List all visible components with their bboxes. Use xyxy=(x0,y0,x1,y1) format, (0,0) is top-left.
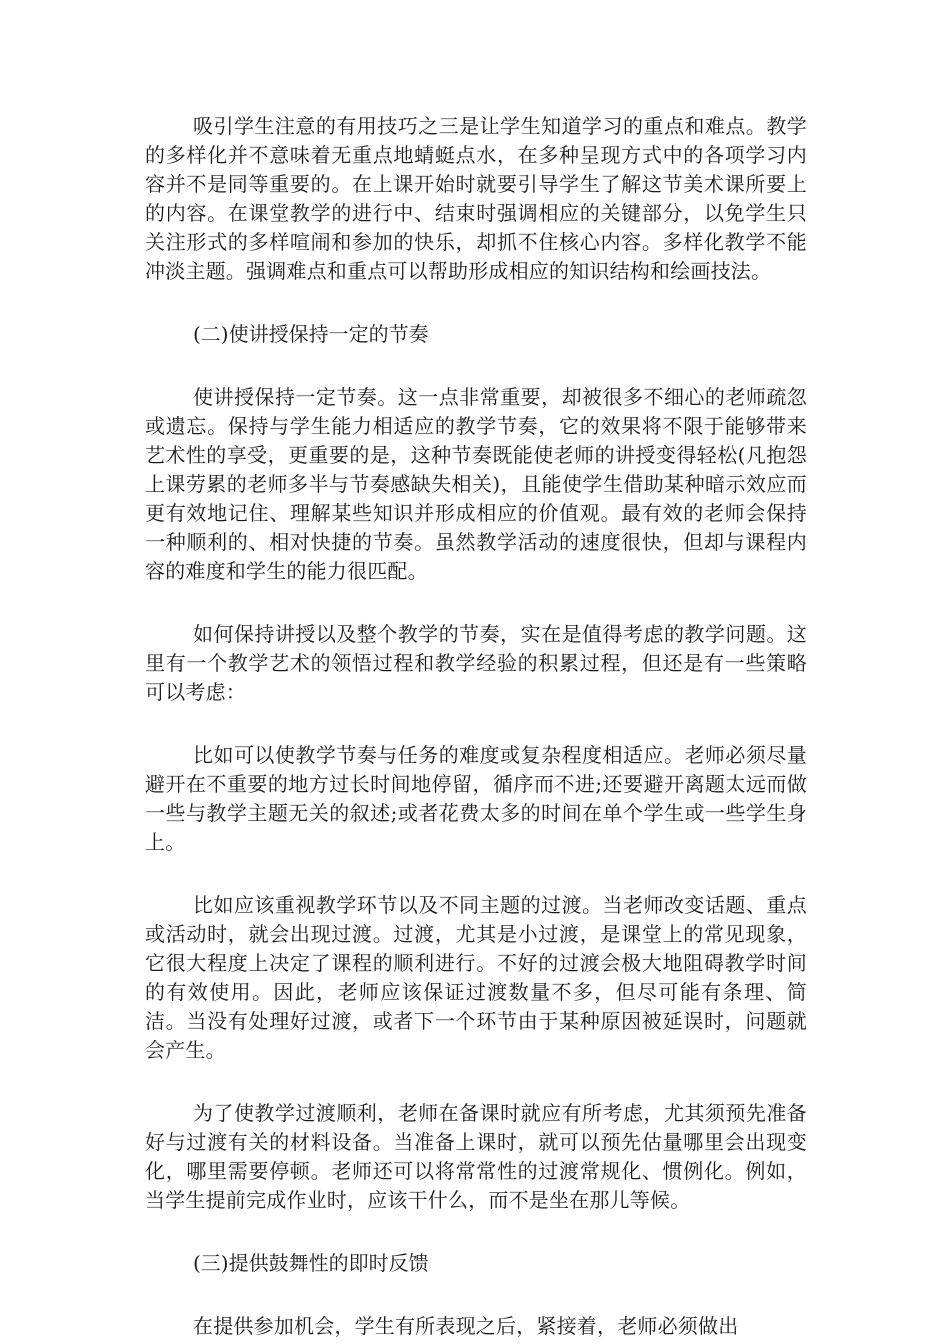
document-page xyxy=(145,112,807,1341)
paragraph-rhythm-importance: 使讲授保持一定节奏。这一点非常重要，却被很多不细心的老师疏忽或遗忘。保持与学生能力相适应的教学节奏，它的效果将不限于能够带来艺术性的享受，更重要的是，这种节奏既能使老师的讲授变得轻松(凡抱怨上课劳累的老师多半与节奏感缺失相关)，且能使学生借助某种暗示效应而更有效地记住、理解某些知识并形成相应的价值观。最有效的老师会保持一种顺利的、相对快捷的节奏。虽然教学活动的速度很快，但却与课程内容的难度和学生的能力很匹配。 xyxy=(145,385,807,583)
paragraph-transitions: 比如应该重视教学环节以及不同主题的过渡。当老师改变话题、重点或活动时，就会出现过渡。过渡，尤其是小过渡，是课堂上的常见现象，它很大程度上决定了课程的顺利进行。不好的过渡会极大地阻碍教学时间的有效使用。因此，老师应该保证过渡数量不多，但尽可能有条理、简洁。当没有处理好过渡，或者下一个环节由于某种原因被延误时，问题就会产生。 xyxy=(145,893,807,1062)
paragraph-task-difficulty: 比如可以使教学节奏与任务的难度或复杂程度相适应。老师必须尽量避开在不重要的地方过长时间地停留，循序而不进;还要避开离题太远而做一些与教学主题无关的叙述;或者花费太多的时间在单个学生或一些学生身上。 xyxy=(145,743,807,854)
section-heading-feedback: (三)提供鼓舞性的即时反馈 xyxy=(193,1251,429,1275)
paragraph-feedback-start: 在提供参加机会，学生有所表现之后，紧接着，老师必须做出 xyxy=(193,1314,739,1338)
paragraph-attention-techniques: 吸引学生注意的有用技巧之三是让学生知道学习的重点和难点。教学的多样化并不意味着无重点地蜻蜓点水，在多种呈现方式中的各项学习内容并不是同等重要的。在上课开始时就要引导学生了解这节美术课所要上的内容。在课堂教学的进行中、结束时强调相应的关键部分，以免学生只关注形式的多样喧闹和参加的快乐，却抓不住核心内容。多样化教学不能冲淡主题。强调难点和重点可以帮助形成相应的知识结构和绘画技法。 xyxy=(145,114,807,283)
paragraph-smooth-transitions: 为了使教学过渡顺利，老师在备课时就应有所考虑，尤其须预先准备好与过渡有关的材料设备。当准备上课时，就可以预先估量哪里会出现变化，哪里需要停顿。老师还可以将常常性的过渡常规化、惯例化。例如，当学生提前完成作业时，应该干什么，而不是坐在那儿等候。 xyxy=(145,1101,807,1212)
section-heading-rhythm: (二)使讲授保持一定的节奏 xyxy=(193,322,429,346)
paragraph-rhythm-strategies-intro: 如何保持讲授以及整个教学的节奏，实在是值得考虑的教学问题。这里有一个教学艺术的领悟过程和教学经验的积累过程，但还是有一些策略可以考虑： xyxy=(145,622,807,704)
